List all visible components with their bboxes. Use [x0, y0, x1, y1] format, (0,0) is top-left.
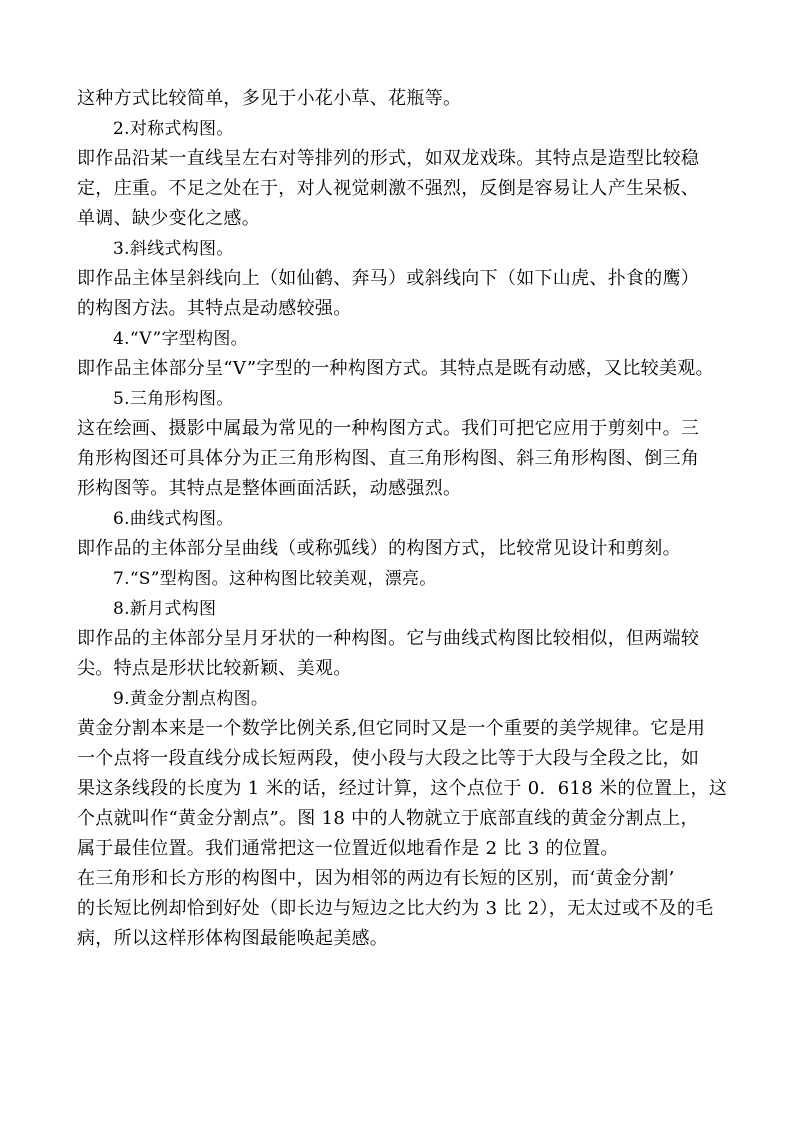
paragraph-line: 一个点将一段直线分成长短两段，使小段与大段之比等于大段与全段之比，如 — [77, 748, 700, 769]
paragraph-line: 即作品的主体部分呈曲线（或称弧线）的构图方式，比较常见设计和剪刻。 — [77, 538, 681, 559]
paragraph-line: 即作品主体呈斜线向上（如仙鹤、奔马）或斜线向下（如下山虎、扑食的鹰） — [77, 268, 700, 289]
paragraph-line: 在三角形和长方形的构图中，因为相邻的两边有长短的区别，而‘黄金分割’ — [77, 868, 675, 889]
section-heading: 4.“V”字型构图。 — [113, 329, 248, 349]
paragraph-line: 即作品的主体部分呈月牙状的一种构图。它与曲线式构图比较相似，但两端较 — [77, 628, 700, 649]
paragraph-line: 这种方式比较简单，多见于小花小草、花瓶等。 — [77, 88, 462, 109]
paragraph-line: 果这条线段的长度为 1 米的话，经过计算，这个点位于 0．618 米的位置上，这 — [77, 778, 728, 799]
paragraph-line: 尖。特点是形状比较新颖、美观。 — [77, 658, 352, 679]
paragraph-line: 角形构图还可具体分为正三角形构图、直三角形构图、斜三角形构图、倒三角 — [77, 448, 700, 469]
paragraph-line: 这在绘画、摄影中属最为常见的一种构图方式。我们可把它应用于剪刻中。三 — [77, 418, 700, 439]
section-heading: 7.“S”型构图。这种构图比较美观，漂亮。 — [113, 569, 437, 589]
document-body — [77, 84, 727, 954]
section-heading: 5.三角形构图。 — [113, 389, 234, 409]
section-heading: 9.黄金分割点构图。 — [113, 689, 269, 709]
paragraph-line: 的长短比例却恰到好处（即长边与短边之比大约为 3 比 2），无太过或不及的毛 — [77, 898, 714, 919]
paragraph-line: 形构图等。其特点是整体画面活跃，动感强烈。 — [77, 478, 462, 499]
paragraph-line: 即作品主体部分呈“V”字型的一种构图方式。其特点是既有动感，又比较美观。 — [77, 358, 714, 379]
section-heading: 6.曲线式构图。 — [113, 509, 234, 529]
paragraph-line: 定，庄重。不足之处在于，对人视觉刺激不强烈，反倒是容易让人产生呆板、 — [77, 178, 700, 199]
paragraph-line: 单调、缺少变化之感。 — [77, 208, 260, 229]
section-heading: 3.斜线式构图。 — [113, 239, 234, 259]
paragraph-line: 黄金分割本来是一个数学比例关系,但它同时又是一个重要的美学规律。它是用 — [77, 718, 706, 739]
section-heading: 8.新月式构图 — [113, 599, 217, 619]
paragraph-line: 即作品沿某一直线呈左右对等排列的形式，如双龙戏珠。其特点是造型比较稳 — [77, 148, 700, 169]
paragraph-line: 属于最佳位置。我们通常把这一位置近似地看作是 2 比 3 的位置。 — [77, 838, 619, 859]
section-heading: 2.对称式构图。 — [113, 119, 234, 139]
paragraph-line: 的构图方法。其特点是动感较强。 — [77, 298, 352, 319]
paragraph-line: 个点就叫作“黄金分割点”。图 18 中的人物就立于底部直线的黄金分割点上， — [77, 808, 699, 829]
paragraph-line: 病，所以这样形体构图最能唤起美感。 — [77, 928, 389, 949]
